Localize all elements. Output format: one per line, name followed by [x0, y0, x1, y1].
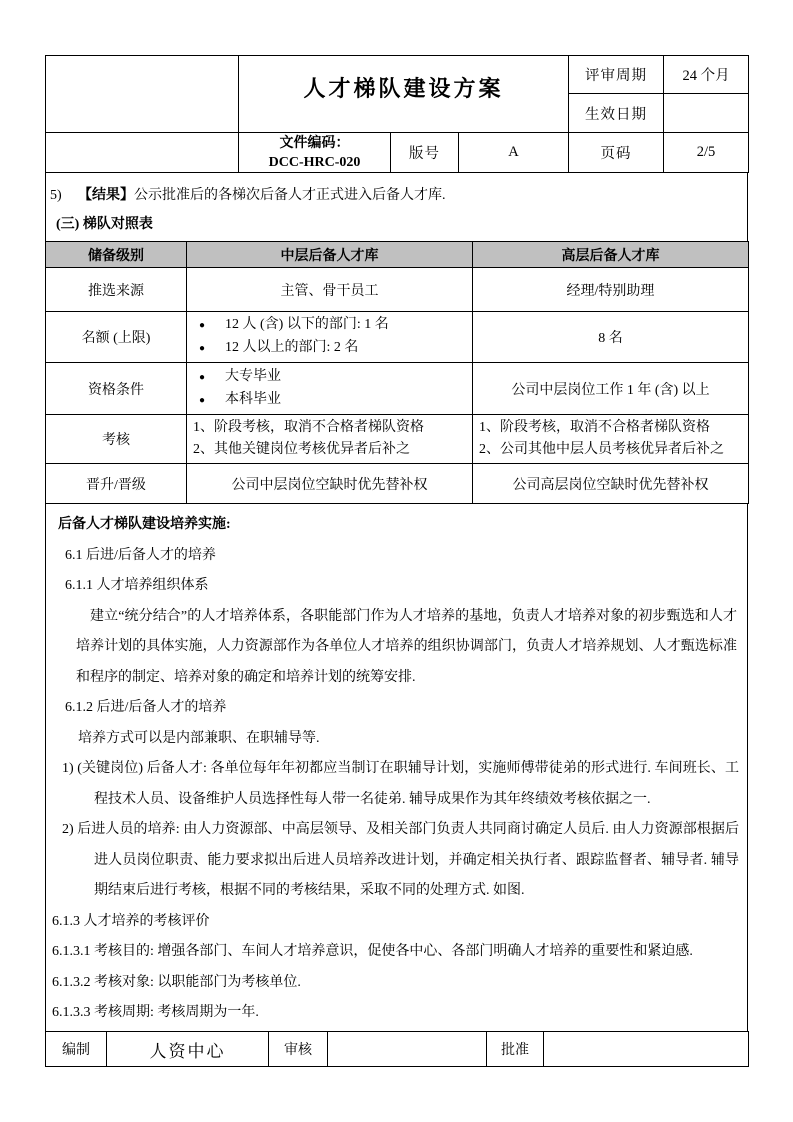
high-pool-cell: [473, 415, 749, 464]
bullet-icon: ●: [199, 371, 206, 383]
doc-code-cell: [239, 133, 391, 173]
result-text: 公示批准后的各梯次后备人才正式进入后备人才库.: [134, 188, 446, 203]
doc-code-value: DCC-HRC-020: [268, 154, 361, 170]
effective-date-value: [664, 94, 749, 133]
page-number-label: 页码: [569, 133, 664, 173]
page-number-value: 2/5: [664, 133, 749, 173]
table-row-qualification: [46, 363, 749, 415]
paragraph: 建立“统分结合”的人才培养体系，各职能部门作为人才培养的基地，负责人才培养对象的初步甄选和人才培养计划的具体实施，人力资源部作为各单位人才培养的组织协调部门，负责人才培养规划、人才甄选标准和程序的制定、培养对象的确定和培养计划的统筹安排.: [76, 608, 737, 685]
review-cycle-value: 24 个月: [664, 56, 749, 94]
list-item-text: 大专毕业: [225, 368, 281, 384]
row-label: 考核: [46, 415, 187, 464]
high-pool-cell: 公司高层岗位空缺时优先替补权: [473, 464, 749, 504]
list-item: [193, 366, 466, 389]
paragraph: 培养方式可以是内部兼职、在职辅导等.: [78, 730, 320, 746]
mid-pool-cell: [187, 415, 473, 464]
list-item-text: 12 人以上的部门: 2 名: [225, 340, 359, 355]
row-label: 资格条件: [46, 363, 187, 415]
list-item-text: 本科毕业: [225, 391, 281, 407]
reviewer-value: [328, 1032, 487, 1067]
clause-6-1-3-1: 6.1.3.1 考核目的: 增强各部门、车间人才培养意识，促使各中心、各部门明确人才培养的重要性和紧迫感.: [52, 944, 693, 959]
clause-6-1-3-3: 6.1.3.3 考核周期: 考核周期为一年.: [52, 1005, 259, 1020]
column-header-reserve-level: 储备级别: [46, 242, 187, 268]
bullet-icon: ●: [199, 394, 206, 406]
clause-6-1: 6.1 后进/后备人才的培养: [65, 547, 216, 563]
high-pool-cell: 8 名: [473, 312, 749, 363]
review-cycle-label: 评审周期: [569, 56, 664, 94]
high-pool-cell: 公司中层岗位工作 1 年 (含) 以上: [473, 363, 749, 415]
clause-6-1-1: 6.1.1 人才培养组织体系: [65, 578, 209, 593]
list-item-2: 2) 后进人员的培养: 由人力资源部、中高层领导、及相关部门负责人共同商讨确定人员后. 由人力资源部根据后进人员岗位职责、能力要求拟出后进人员培养改进计划，并确定相关执行者、跟踪监督者、辅导者. 辅导期结束后进行考核，根据不同的考核结果，采取不同的处理方式. 如图.: [62, 822, 739, 898]
approver-value: [544, 1032, 749, 1067]
comparison-header-row: [46, 242, 749, 268]
list-item-1: 1) (关键岗位) 后备人才: 各单位每年年初都应当制订在职辅导计划，实施师傅带徒弟的形式进行. 车间班长、工程技术人员、设备维护人员选择性每人带一名徒弟. 辅导成果作为其年终绩效考核依据之一.: [62, 761, 739, 807]
list-item: [193, 389, 466, 412]
maker-label: 编制: [46, 1032, 107, 1067]
result-index: 5): [50, 188, 62, 203]
approver-label: 批准: [487, 1032, 544, 1067]
row-label: 名额 (上限): [46, 312, 187, 363]
list-item: [193, 314, 466, 337]
clause-6-1-3-2: 6.1.3.2 考核对象: 以职能部门为考核单位.: [52, 974, 301, 990]
assessment-line: 2、其他关键岗位考核优异者后补之: [193, 442, 410, 457]
row-label: 晋升/晋级: [46, 464, 187, 504]
assessment-line: 1、阶段考核，取消不合格者梯队资格: [193, 420, 424, 435]
signature-row: [46, 1032, 749, 1067]
high-pool-cell: 经理/特别助理: [473, 268, 749, 312]
mid-pool-cell: 主管、骨干员工: [187, 268, 473, 312]
table-row-assessment: [46, 415, 749, 464]
bullet-icon: ●: [199, 320, 206, 331]
table-row-promotion: [46, 464, 749, 504]
maker-value: 人资中心: [107, 1032, 269, 1067]
row-label: 推选来源: [46, 268, 187, 312]
training-implementation-section: [45, 504, 748, 1031]
table-row-source: [46, 268, 749, 312]
version-value: A: [459, 133, 569, 173]
bullet-icon: ●: [199, 343, 206, 354]
assessment-line: 2、公司其他中层人员考核优异者后补之: [479, 442, 724, 457]
list-item-text: 12 人 (含) 以下的部门: 1 名: [225, 317, 389, 332]
doc-code-label: 文件编码：: [279, 135, 350, 151]
mid-pool-cell: [187, 312, 473, 363]
mid-pool-cell: [187, 363, 473, 415]
clause-6-1-2: 6.1.2 后进/后备人才的培养: [65, 700, 227, 715]
reviewer-label: 审核: [269, 1032, 328, 1067]
page-title: 人才梯队建设方案: [239, 56, 569, 133]
signature-table: [45, 1031, 749, 1067]
result-section: [45, 173, 748, 241]
section-title: 后备人才梯队建设培养实施:: [58, 517, 231, 532]
version-label: 版号: [391, 133, 459, 173]
logo-cell: [46, 56, 239, 133]
column-header-mid-pool: 中层后备人才库: [187, 242, 473, 268]
result-line: [48, 183, 741, 209]
assessment-line: 1、阶段考核，取消不合格者梯队资格: [479, 420, 710, 435]
echelon-comparison-table: [45, 241, 749, 504]
document-header-table: [45, 55, 749, 173]
clause-6-1-3: 6.1.3 人才培养的考核评价: [52, 913, 210, 929]
logo-cell-bottom: [46, 133, 239, 173]
mid-pool-cell: 公司中层岗位空缺时优先替补权: [187, 464, 473, 504]
section-heading: (三) 梯队对照表: [56, 217, 153, 232]
effective-date-label: 生效日期: [569, 94, 664, 133]
list-item: [193, 337, 466, 360]
column-header-high-pool: 高层后备人才库: [473, 242, 749, 268]
table-row-quota: [46, 312, 749, 363]
result-tag: 【结果】: [78, 188, 134, 203]
document-frame: [45, 55, 748, 1067]
